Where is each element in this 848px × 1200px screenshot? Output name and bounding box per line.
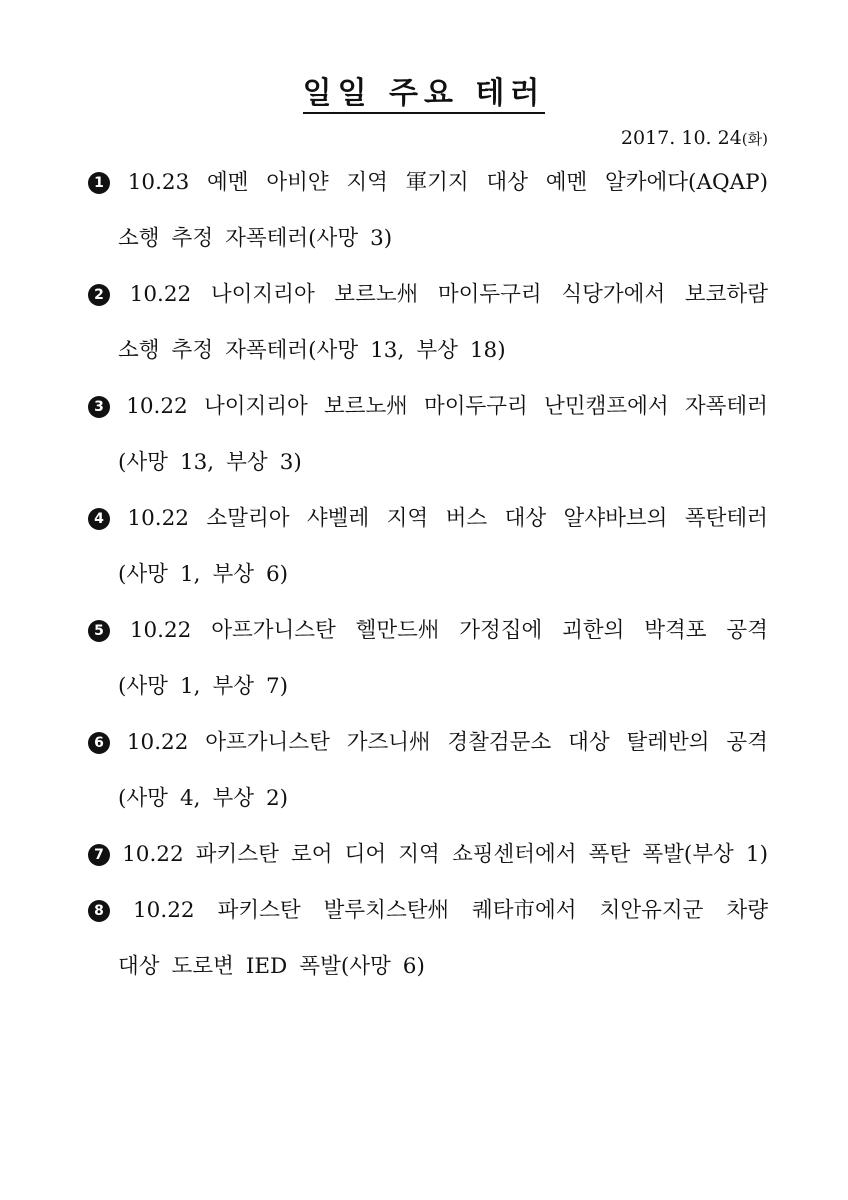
incident-item — [88, 898, 768, 980]
incident-word: 지역 — [346, 170, 388, 195]
incident-word: 10.22 — [126, 730, 189, 755]
incident-word: 폭탄테러 — [684, 506, 768, 531]
incident-word: 10.22 — [129, 618, 192, 643]
incident-word: 폭탄 — [588, 842, 631, 867]
incident-word: 보르노州 — [334, 282, 419, 307]
incident-word: (사망 — [118, 674, 168, 699]
incident-word: 로어 — [290, 842, 333, 867]
incident-word: 보르노州 — [323, 394, 408, 419]
incident-line-1 — [88, 506, 768, 532]
incident-word: 아비얀 — [266, 170, 329, 195]
incident-word: 3) — [279, 450, 302, 475]
incident-word: 대상 — [504, 506, 547, 531]
incident-word: (사망 — [118, 786, 168, 811]
numbered-bullet-icon: 3 — [88, 396, 110, 418]
incident-word: 10.23 — [127, 170, 190, 195]
date-text: 2017. 10. 24 — [620, 127, 742, 149]
incident-word: 헬만드州 — [355, 618, 440, 643]
incident-word: 난민캠프에서 — [544, 394, 669, 419]
incident-word: 파키스탄 — [195, 842, 279, 867]
incident-word: 버스 — [445, 506, 488, 531]
incident-word: 부상 — [226, 450, 268, 475]
incident-word: 폭발(사망 — [299, 954, 391, 979]
incident-word: 마이두구리 — [423, 394, 528, 419]
incident-word: 13, — [370, 338, 405, 363]
incident-line-1 — [88, 842, 768, 868]
incident-line-2 — [88, 450, 768, 476]
incident-word: 도로변 — [171, 954, 234, 979]
incident-word: 공격 — [726, 618, 768, 643]
incident-word: 식당가에서 — [561, 282, 666, 307]
incident-word: 10.22 — [133, 898, 195, 923]
incident-word: 차량 — [726, 898, 768, 923]
incident-word: 아프가니스탄 — [205, 730, 330, 755]
numbered-bullet-icon: 4 — [88, 508, 110, 530]
incident-word: (사망 — [118, 450, 168, 475]
incident-item — [88, 842, 768, 868]
incident-word: 4, — [179, 786, 201, 811]
incident-word: 자폭테러(사망 — [225, 338, 359, 363]
incident-word: 괴한의 — [562, 618, 625, 643]
numbered-bullet-icon: 7 — [88, 844, 110, 866]
incident-word: 가정집에 — [459, 618, 543, 643]
incident-word: 예멘 — [545, 170, 588, 195]
incident-word: 추정 — [171, 226, 214, 251]
incident-word: 알샤바브의 — [563, 506, 668, 531]
incident-word: 대상 — [118, 954, 160, 979]
incident-word: 나이지리아 — [203, 394, 308, 419]
incident-word: 7) — [266, 674, 289, 699]
incident-word: 박격포 — [644, 618, 707, 643]
document-title — [0, 74, 848, 114]
incident-word: 부상 — [212, 786, 254, 811]
incident-word: 10.22 — [129, 282, 192, 307]
incident-word: 경찰검문소 — [447, 730, 552, 755]
incident-word: 18) — [469, 338, 506, 363]
incident-word: 파키스탄 — [217, 898, 301, 923]
incident-word: 대상 — [486, 170, 528, 195]
incident-item — [88, 618, 768, 700]
incident-line-2 — [88, 954, 768, 980]
incident-word: 디어 — [344, 842, 387, 867]
incident-word: 대상 — [568, 730, 610, 755]
numbered-bullet-icon: 2 — [88, 284, 110, 306]
incident-word: 아프가니스탄 — [211, 618, 336, 643]
incident-line-2 — [88, 226, 768, 252]
incident-word: 가즈니州 — [346, 730, 431, 755]
incident-word: 발루치스탄州 — [323, 898, 449, 923]
incident-line-1 — [88, 282, 768, 308]
incident-word: 추정 — [171, 338, 214, 363]
incident-word: 10.22 — [126, 394, 188, 419]
incident-word: 공격 — [726, 730, 768, 755]
numbered-bullet-icon: 6 — [88, 732, 110, 754]
incident-item — [88, 506, 768, 588]
incident-word: 軍기지 — [405, 170, 469, 195]
incident-word: 10.22 — [122, 842, 184, 867]
incident-word: 10.22 — [127, 506, 189, 531]
incident-word: 치안유지군 — [599, 898, 704, 923]
incident-item — [88, 394, 768, 476]
incident-word: 퀘타市에서 — [472, 898, 577, 923]
incident-word: 탈레반의 — [626, 730, 710, 755]
document-date — [621, 126, 768, 151]
incident-item — [88, 282, 768, 364]
incident-line-2 — [88, 562, 768, 588]
incident-word: 2) — [266, 786, 289, 811]
incident-word: 부상 — [212, 674, 254, 699]
incident-word: 1) — [745, 842, 768, 867]
day-of-week: (화) — [741, 130, 768, 148]
incident-word: 폭발(부상 — [642, 842, 734, 867]
incident-word: 지역 — [398, 842, 440, 867]
incident-word: 소행 — [118, 338, 160, 363]
incident-word: IED — [245, 954, 288, 979]
incident-word: 자폭테러 — [684, 394, 768, 419]
incident-word: 샤벨레 — [306, 506, 370, 531]
incident-word: 소말리아 — [206, 506, 290, 531]
incident-word: 마이두구리 — [437, 282, 542, 307]
incident-word: 부상 — [416, 338, 458, 363]
numbered-bullet-icon: 8 — [88, 900, 110, 922]
incident-word: 6) — [402, 954, 425, 979]
incident-line-1 — [88, 170, 768, 196]
incident-word: 소행 — [118, 226, 160, 251]
incident-word: (사망 — [118, 562, 168, 587]
incident-word: 나이지리아 — [210, 282, 315, 307]
numbered-bullet-icon: 5 — [88, 620, 110, 642]
incident-line-2 — [88, 674, 768, 700]
incident-word: 3) — [370, 226, 393, 251]
incident-item — [88, 730, 768, 812]
incident-word: 1, — [179, 674, 201, 699]
document-title-text: 일일 주요 테러 — [303, 76, 546, 114]
incident-word: 자폭테러(사망 — [225, 226, 359, 251]
incident-line-2 — [88, 338, 768, 364]
incident-word: 6) — [266, 562, 289, 587]
incident-line-1 — [88, 898, 768, 924]
incident-line-1 — [88, 618, 768, 644]
incident-line-1 — [88, 730, 768, 756]
incident-item — [88, 170, 768, 252]
numbered-bullet-icon: 1 — [88, 172, 110, 194]
incident-word: 알카에다(AQAP) — [604, 170, 768, 195]
incident-word: 예멘 — [207, 170, 249, 195]
incident-list — [88, 170, 768, 1010]
incident-word: 13, — [179, 450, 215, 475]
incident-word: 부상 — [212, 562, 254, 587]
incident-word: 쇼핑센터에서 — [451, 842, 577, 867]
incident-line-1 — [88, 394, 768, 420]
incident-line-2 — [88, 786, 768, 812]
incident-word: 보코하람 — [684, 282, 768, 307]
incident-word: 1, — [179, 562, 201, 587]
incident-word: 지역 — [386, 506, 429, 531]
